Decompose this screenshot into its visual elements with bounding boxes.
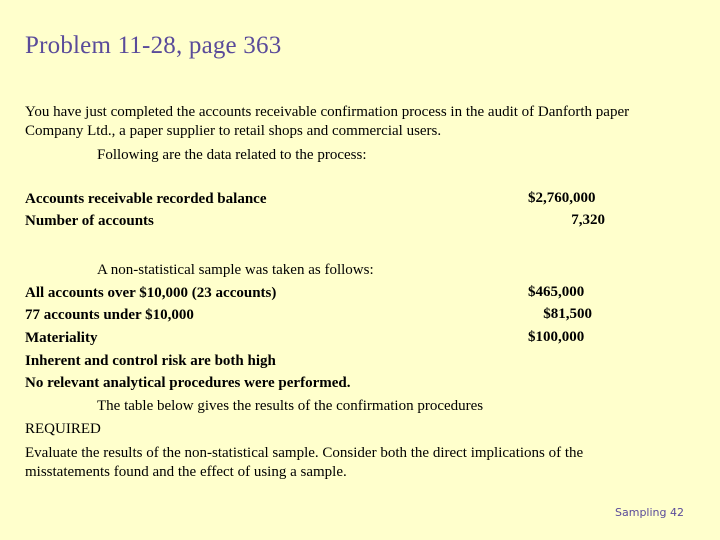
sample-row-over-10000-label: All accounts over $10,000 (23 accounts) xyxy=(25,285,277,301)
materiality-label: Materiality xyxy=(25,330,98,346)
intro-line-2: Company Ltd., a paper supplier to retail shops and commercial users. xyxy=(25,123,442,139)
sample-row-under-10000-label: 77 accounts under $10,000 xyxy=(25,307,194,323)
required-heading: REQUIRED xyxy=(25,421,101,437)
num-accounts-value: 7,320 xyxy=(571,212,605,228)
following-text: Following are the data related to the process: xyxy=(97,147,367,163)
sample-row-over-10000-value: $465,000 xyxy=(528,284,585,300)
materiality-value: $100,000 xyxy=(528,329,585,345)
risk-statement: Inherent and control risk are both high xyxy=(25,353,276,369)
analytical-statement: No relevant analytical procedures were performed. xyxy=(25,375,351,391)
slide-title: Problem 11-28, page 363 xyxy=(25,32,282,59)
slide-footer: Sampling 42 xyxy=(615,506,684,519)
intro-line-1: You have just completed the accounts receivable confirmation process in the audit of Danforth paper xyxy=(25,104,630,120)
table-note: The table below gives the results of the confirmation procedures xyxy=(97,398,484,414)
ar-balance-label: Accounts receivable recorded balance xyxy=(25,191,267,207)
evaluate-line-2: misstatements found and the effect of using a sample. xyxy=(25,464,347,480)
evaluate-line-1: Evaluate the results of the non-statistical sample. Consider both the direct implications of the xyxy=(25,445,584,461)
sample-intro: A non-statistical sample was taken as follows: xyxy=(97,262,374,278)
num-accounts-label: Number of accounts xyxy=(25,213,154,229)
ar-balance-value: $2,760,000 xyxy=(528,190,596,206)
sample-row-under-10000-value: $81,500 xyxy=(543,306,592,322)
